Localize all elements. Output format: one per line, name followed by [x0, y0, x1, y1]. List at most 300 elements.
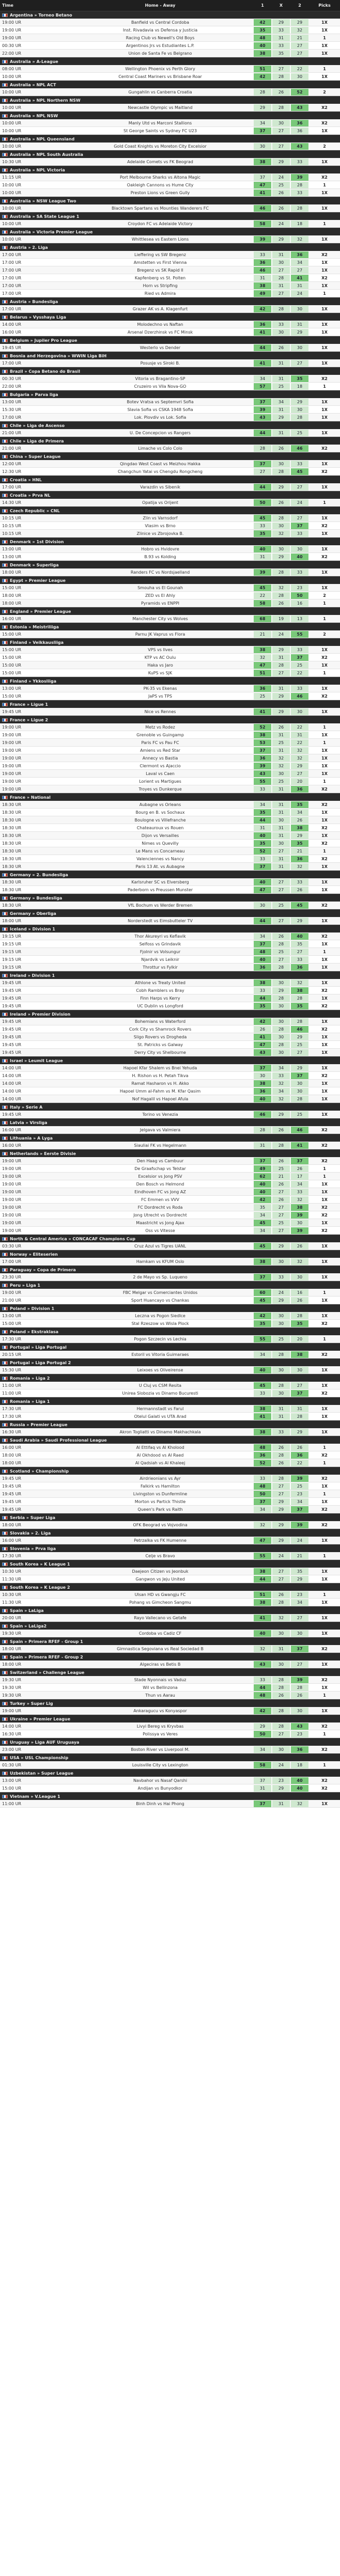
match-teams[interactable]: Finn Harps vs Kerry: [140, 995, 180, 1001]
match-teams[interactable]: Celje vs Bravo: [145, 1553, 175, 1558]
match-row[interactable]: [0, 282, 340, 290]
league-header[interactable]: [0, 197, 340, 204]
match-row[interactable]: [0, 1157, 340, 1165]
match-row[interactable]: [0, 1382, 340, 1389]
match-row[interactable]: [0, 468, 340, 476]
match-row[interactable]: [0, 840, 340, 847]
match-row[interactable]: [0, 1482, 340, 1490]
match-row[interactable]: [0, 1614, 340, 1622]
match-row[interactable]: [0, 1072, 340, 1080]
match-teams[interactable]: Jelgava vs Valmiera: [140, 1127, 181, 1132]
match-row[interactable]: [0, 127, 340, 135]
match-row[interactable]: [0, 414, 340, 421]
league-header[interactable]: [0, 57, 340, 65]
match-row[interactable]: [0, 933, 340, 940]
match-teams[interactable]: Dijon vs Versailles: [141, 833, 179, 838]
match-teams[interactable]: Louisville City vs Lexington: [132, 1762, 189, 1767]
match-teams[interactable]: FC Dordrecht vs Roda: [137, 1205, 183, 1210]
league-header[interactable]: [0, 700, 340, 708]
match-teams[interactable]: Ramat Hasharon vs H. Akko: [131, 1081, 189, 1086]
match-row[interactable]: [0, 290, 340, 297]
match-teams[interactable]: KTP vs AC Oulu: [144, 655, 176, 660]
match-row[interactable]: [0, 26, 340, 34]
match-teams[interactable]: Al Okhdood vs Al Raed: [136, 1452, 184, 1458]
match-teams[interactable]: Whittlesea vs Eastern Lions: [131, 236, 189, 242]
match-teams[interactable]: Hermannstadt vs Farul: [136, 1406, 184, 1411]
match-teams[interactable]: Thor Akureyri vs Keflavik: [134, 934, 186, 939]
league-header[interactable]: [0, 96, 340, 104]
match-row[interactable]: [0, 1002, 340, 1010]
match-teams[interactable]: Sligo Rovers vs Drogheda: [133, 1034, 187, 1039]
match-row[interactable]: [0, 824, 340, 832]
match-teams[interactable]: Stade Nyonnais vs Vaduz: [134, 1677, 187, 1682]
match-row[interactable]: [0, 1746, 340, 1753]
match-row[interactable]: [0, 375, 340, 383]
match-row[interactable]: [0, 1389, 340, 1397]
match-teams[interactable]: Haka vs Jaro: [147, 662, 173, 668]
match-teams[interactable]: Posusje vs Siroki B.: [140, 360, 180, 366]
match-row[interactable]: [0, 1297, 340, 1304]
league-header[interactable]: [0, 150, 340, 158]
match-row[interactable]: [0, 1645, 340, 1653]
match-teams[interactable]: Blacktown Spartans vs Mounties Wanderers FC: [112, 206, 209, 211]
match-teams[interactable]: Annecy vs Bastia: [142, 755, 178, 761]
match-row[interactable]: [0, 1676, 340, 1684]
match-teams[interactable]: Norderstedt vs Eimsbutteler TV: [128, 918, 193, 923]
match-teams[interactable]: Algeciras vs Betis B: [140, 1662, 181, 1667]
match-teams[interactable]: Athlone vs Treaty United: [135, 980, 186, 985]
match-teams[interactable]: Maastricht vs Jong Ajax: [136, 1220, 184, 1225]
match-row[interactable]: [0, 181, 340, 189]
match-row[interactable]: [0, 359, 340, 367]
match-row[interactable]: [0, 708, 340, 716]
match-teams[interactable]: Racing Club vs Newell's Old Boys: [126, 35, 195, 40]
league-header[interactable]: [0, 1544, 340, 1552]
match-teams[interactable]: Nice vs Rennes: [144, 709, 176, 714]
league-header[interactable]: [0, 1606, 340, 1614]
match-row[interactable]: [0, 832, 340, 840]
match-row[interactable]: [0, 615, 340, 623]
match-teams[interactable]: Hobro vs Hvidovre: [141, 546, 179, 551]
match-teams[interactable]: Al Qadsiah vs Al Khaleej: [135, 1460, 186, 1465]
league-header[interactable]: [0, 909, 340, 917]
league-header[interactable]: [0, 1436, 340, 1444]
match-row[interactable]: [0, 553, 340, 561]
match-row[interactable]: [0, 801, 340, 809]
match-row[interactable]: [0, 1289, 340, 1297]
match-row[interactable]: [0, 816, 340, 824]
match-row[interactable]: [0, 987, 340, 994]
match-teams[interactable]: Banfield vs Central Cordoba: [131, 20, 189, 25]
match-teams[interactable]: Akron Togliatti vs Dinamo Makhachkala: [119, 1429, 201, 1434]
match-row[interactable]: [0, 189, 340, 197]
league-header[interactable]: [0, 491, 340, 499]
match-row[interactable]: [0, 1568, 340, 1575]
match-teams[interactable]: Clermont vs Ajaccio: [140, 763, 181, 768]
match-teams[interactable]: Amstetten vs First Vienna: [133, 260, 187, 265]
match-row[interactable]: [0, 940, 340, 948]
match-teams[interactable]: Wellington Phoenix vs Perth Glory: [125, 66, 195, 71]
match-row[interactable]: [0, 259, 340, 266]
match-row[interactable]: [0, 723, 340, 731]
match-teams[interactable]: Jong Utrecht vs Dordrecht: [133, 1212, 187, 1218]
match-row[interactable]: [0, 1784, 340, 1792]
match-teams[interactable]: Valenciennes vs Nancy: [136, 856, 184, 861]
match-teams[interactable]: Sport Huancayo vs Chankas: [131, 1298, 190, 1303]
match-row[interactable]: [0, 1428, 340, 1436]
league-header[interactable]: [0, 476, 340, 483]
match-teams[interactable]: Nimes vs Quevilly: [142, 841, 179, 846]
match-teams[interactable]: Paderborn vs Preussen Munster: [127, 887, 193, 892]
match-row[interactable]: [0, 383, 340, 390]
match-teams[interactable]: Newcastle Olympic vs Maitland: [128, 105, 193, 110]
match-teams[interactable]: FC Emmen vs VVV: [141, 1197, 179, 1202]
match-teams[interactable]: Parnu JK Vaprus vs Flora: [135, 631, 186, 637]
league-header[interactable]: [0, 1668, 340, 1676]
match-row[interactable]: [0, 1444, 340, 1451]
match-row[interactable]: [0, 1335, 340, 1343]
match-row[interactable]: [0, 204, 340, 212]
match-teams[interactable]: Central Coast Mariners vs Brisbane Roar: [118, 74, 202, 79]
match-teams[interactable]: Zlin vs Varnsdorf: [143, 515, 178, 520]
match-row[interactable]: [0, 847, 340, 855]
match-teams[interactable]: Molodechno vs Naftan: [137, 322, 183, 327]
match-row[interactable]: [0, 809, 340, 816]
league-header[interactable]: [0, 1118, 340, 1126]
match-teams[interactable]: Al Ettifaq vs Al Kholood: [136, 1445, 184, 1450]
match-row[interactable]: [0, 42, 340, 50]
match-row[interactable]: [0, 1684, 340, 1692]
league-header[interactable]: [0, 894, 340, 902]
match-teams[interactable]: Ried vs Admira: [144, 291, 176, 296]
match-teams[interactable]: Union de Santa Fe vs Belgrano: [128, 51, 192, 56]
match-teams[interactable]: Bregenz vs SK Rapid II: [137, 267, 183, 273]
league-header[interactable]: [0, 1281, 340, 1289]
match-teams[interactable]: Argentinos Jrs vs Estudiantes L.P.: [126, 43, 195, 48]
league-header[interactable]: [0, 716, 340, 723]
match-teams[interactable]: Troyes vs Dunkerque: [138, 786, 182, 792]
match-row[interactable]: [0, 1211, 340, 1219]
match-teams[interactable]: Arsenal Dzerzhinsk vs FC Minsk: [127, 329, 193, 335]
match-row[interactable]: [0, 654, 340, 661]
match-teams[interactable]: Manly Utd vs Marconi Stallions: [128, 120, 192, 125]
match-row[interactable]: [0, 1273, 340, 1281]
match-teams[interactable]: Pyramids vs ENPPI: [141, 600, 180, 606]
match-teams[interactable]: KuPS vs SJK: [148, 670, 173, 675]
match-row[interactable]: [0, 173, 340, 181]
match-row[interactable]: [0, 1475, 340, 1482]
match-teams[interactable]: Slavia Sofia vs CSKA 1948 Sofia: [127, 407, 193, 412]
match-row[interactable]: [0, 514, 340, 522]
match-row[interactable]: [0, 530, 340, 538]
match-row[interactable]: [0, 429, 340, 437]
match-teams[interactable]: Estoril vs Vitoria Guimaraes: [131, 1352, 189, 1357]
league-header[interactable]: [0, 367, 340, 375]
match-teams[interactable]: Rayo Vallecano vs Getafe: [134, 1615, 187, 1620]
league-header[interactable]: [0, 1513, 340, 1521]
match-teams[interactable]: Siauliai FK vs Hegelmann: [134, 1143, 187, 1148]
match-teams[interactable]: H. Rishon vs H. Petah Tikva: [132, 1073, 189, 1078]
match-teams[interactable]: Smouha vs El Gounah: [137, 585, 183, 590]
match-teams[interactable]: Hapoel Umm al-Fahm vs M. Kfar Qasim: [119, 1088, 201, 1094]
match-teams[interactable]: Ankaragucu vs Konyaspor: [133, 1708, 187, 1713]
match-row[interactable]: [0, 73, 340, 81]
match-teams[interactable]: Oss vs Vitesse: [145, 1228, 175, 1233]
match-teams[interactable]: Changchun Yatai vs Chengdu Rongcheng: [118, 469, 203, 474]
match-teams[interactable]: Metz vs Rodez: [145, 724, 175, 730]
match-row[interactable]: [0, 979, 340, 987]
match-teams[interactable]: Eindhoven FC vs Jong AZ: [134, 1189, 186, 1194]
league-header[interactable]: [0, 1699, 340, 1707]
match-row[interactable]: [0, 1366, 340, 1374]
match-row[interactable]: [0, 1459, 340, 1467]
league-header[interactable]: [0, 352, 340, 359]
league-header[interactable]: [0, 390, 340, 398]
league-header[interactable]: [0, 971, 340, 979]
match-teams[interactable]: Cordoba vs Cadiz CF: [138, 1631, 182, 1636]
match-row[interactable]: [0, 692, 340, 700]
match-row[interactable]: [0, 499, 340, 507]
match-teams[interactable]: Derry City vs Shelbourne: [134, 1050, 186, 1055]
match-row[interactable]: [0, 445, 340, 452]
match-row[interactable]: [0, 1413, 340, 1420]
league-header[interactable]: [0, 243, 340, 251]
match-teams[interactable]: St. Patricks vs Galway: [137, 1042, 183, 1047]
match-teams[interactable]: Grazer AK vs A. Klagenfurt: [132, 306, 188, 311]
league-header[interactable]: [0, 607, 340, 615]
match-teams[interactable]: Queen's Park vs Raith: [137, 1507, 183, 1512]
league-header[interactable]: [0, 638, 340, 646]
match-teams[interactable]: Daejeon Citizen vs Jeonbuk: [132, 1569, 189, 1574]
match-teams[interactable]: Port Melbourne Sharks vs Altona Magic: [119, 175, 201, 180]
match-teams[interactable]: Nof Hagalil vs Hapoel Afula: [132, 1096, 189, 1101]
match-row[interactable]: [0, 1707, 340, 1715]
match-row[interactable]: [0, 305, 340, 313]
match-teams[interactable]: Botev Vratsa vs Septemvri Sofia: [127, 399, 194, 404]
match-teams[interactable]: Manchester City vs Wolves: [132, 616, 188, 621]
match-row[interactable]: [0, 266, 340, 274]
match-row[interactable]: [0, 88, 340, 96]
match-teams[interactable]: Chateauroux vs Rouen: [136, 825, 184, 830]
match-row[interactable]: [0, 119, 340, 127]
match-row[interactable]: [0, 1142, 340, 1149]
match-teams[interactable]: Excelsior vs Jong PSV: [138, 1174, 182, 1179]
match-row[interactable]: [0, 34, 340, 42]
match-teams[interactable]: St George Saints vs Sydney FC U23: [123, 128, 197, 133]
match-row[interactable]: [0, 1599, 340, 1606]
match-row[interactable]: [0, 1552, 340, 1560]
match-teams[interactable]: Horn vs Stripfing: [143, 283, 178, 288]
match-row[interactable]: [0, 685, 340, 692]
match-teams[interactable]: De Graafschap vs Telstar: [134, 1166, 186, 1171]
match-teams[interactable]: Pogon Szczecin vs Lechia: [134, 1336, 187, 1341]
match-row[interactable]: [0, 143, 340, 150]
match-teams[interactable]: Westerlo vs Dender: [140, 345, 181, 350]
match-teams[interactable]: Vlasim vs Brno: [145, 523, 176, 528]
match-teams[interactable]: Cruz Azul vs Tigres UANL: [134, 1243, 187, 1249]
match-row[interactable]: [0, 646, 340, 654]
match-row[interactable]: [0, 855, 340, 863]
match-row[interactable]: [0, 994, 340, 1002]
match-row[interactable]: [0, 1041, 340, 1049]
league-header[interactable]: [0, 1560, 340, 1568]
match-teams[interactable]: Opatija vs Orijent: [142, 500, 178, 505]
match-row[interactable]: [0, 1800, 340, 1808]
match-teams[interactable]: Unirea Slobozia vs Dinamo Bucuresti: [122, 1390, 198, 1396]
match-teams[interactable]: Cobh Ramblers vs Bray: [136, 988, 184, 993]
league-header[interactable]: [0, 576, 340, 584]
league-header[interactable]: [0, 1056, 340, 1064]
match-teams[interactable]: Livingston vs Dunfermline: [133, 1491, 188, 1496]
match-row[interactable]: [0, 1351, 340, 1358]
match-teams[interactable]: Den Haag vs Cambuur: [136, 1158, 184, 1163]
match-row[interactable]: [0, 1405, 340, 1413]
match-row[interactable]: [0, 778, 340, 785]
match-teams[interactable]: Otelul Galati vs UTA Arad: [134, 1414, 187, 1419]
match-teams[interactable]: Boulogne vs Villefranche: [134, 817, 186, 823]
match-teams[interactable]: Lok. Plovdiv vs Lok. Sofia: [134, 415, 187, 420]
match-row[interactable]: [0, 406, 340, 414]
match-row[interactable]: [0, 592, 340, 599]
league-header[interactable]: [0, 313, 340, 321]
match-row[interactable]: [0, 235, 340, 243]
match-row[interactable]: [0, 1126, 340, 1134]
match-teams[interactable]: JaPS vs TPS: [148, 693, 172, 699]
match-row[interactable]: [0, 902, 340, 909]
match-row[interactable]: [0, 584, 340, 592]
match-row[interactable]: [0, 630, 340, 638]
league-header[interactable]: [0, 1358, 340, 1366]
match-row[interactable]: [0, 460, 340, 468]
league-header[interactable]: [0, 1467, 340, 1475]
match-teams[interactable]: Hamkam vs KFUM Oslo: [136, 1259, 184, 1264]
match-teams[interactable]: Airdrieonians vs Ayr: [140, 1476, 181, 1481]
match-teams[interactable]: Lorient vs Martigues: [139, 779, 181, 784]
match-teams[interactable]: PK-35 vs Ekenas: [143, 686, 177, 691]
league-header[interactable]: [0, 1103, 340, 1111]
league-header[interactable]: [0, 1266, 340, 1273]
league-header[interactable]: [0, 81, 340, 88]
match-teams[interactable]: Paris FC vs Pau FC: [141, 740, 179, 745]
match-teams[interactable]: Selfoss vs Grindavik: [139, 941, 181, 946]
match-row[interactable]: [0, 1722, 340, 1730]
match-row[interactable]: [0, 274, 340, 282]
match-teams[interactable]: Navbahor vs Nasaf Qarshi: [133, 1778, 188, 1783]
league-header[interactable]: [0, 1622, 340, 1630]
match-row[interactable]: [0, 344, 340, 352]
match-row[interactable]: [0, 1761, 340, 1769]
league-header[interactable]: [0, 1235, 340, 1242]
match-row[interactable]: [0, 1258, 340, 1266]
match-row[interactable]: [0, 948, 340, 956]
league-header[interactable]: [0, 871, 340, 878]
match-row[interactable]: [0, 1095, 340, 1103]
match-teams[interactable]: B.93 vs Kolding: [144, 554, 176, 559]
match-teams[interactable]: OFK Beograd vs Vojvodina: [133, 1522, 188, 1527]
match-row[interactable]: [0, 1661, 340, 1668]
match-row[interactable]: [0, 1490, 340, 1498]
match-teams[interactable]: Den Bosch vs Helmond: [136, 1181, 184, 1187]
league-header[interactable]: [0, 1374, 340, 1382]
match-teams[interactable]: Cruzeiro vs Vila Nova-GO: [134, 384, 187, 389]
league-header[interactable]: [0, 1343, 340, 1351]
match-teams[interactable]: Paris 13 At. vs Aubagne: [135, 864, 185, 869]
league-header[interactable]: [0, 135, 340, 143]
match-teams[interactable]: Amiens vs Red Star: [140, 748, 180, 753]
match-teams[interactable]: Throttur vs Fylkir: [143, 965, 178, 970]
league-header[interactable]: [0, 1792, 340, 1800]
match-row[interactable]: [0, 1018, 340, 1025]
match-teams[interactable]: FBC Melgar vs Comerciantes Unidos: [122, 1290, 198, 1295]
match-row[interactable]: [0, 669, 340, 677]
match-teams[interactable]: Kapfenberg vs St. Polten: [134, 275, 186, 280]
league-header[interactable]: [0, 1420, 340, 1428]
match-teams[interactable]: Stal Rzeszow vs Wisla Plock: [131, 1321, 189, 1326]
match-row[interactable]: [0, 863, 340, 871]
league-header[interactable]: [0, 112, 340, 119]
league-header[interactable]: [0, 507, 340, 514]
league-header[interactable]: [0, 1397, 340, 1405]
match-row[interactable]: [0, 770, 340, 778]
match-row[interactable]: [0, 1506, 340, 1513]
match-row[interactable]: [0, 104, 340, 112]
match-row[interactable]: [0, 1730, 340, 1738]
match-row[interactable]: [0, 19, 340, 26]
match-row[interactable]: [0, 1087, 340, 1095]
league-header[interactable]: [0, 1304, 340, 1312]
match-row[interactable]: [0, 1180, 340, 1188]
league-header[interactable]: [0, 11, 340, 19]
match-row[interactable]: [0, 1165, 340, 1173]
match-teams[interactable]: Cork City vs Shamrock Rovers: [129, 1026, 192, 1032]
match-row[interactable]: [0, 568, 340, 576]
match-teams[interactable]: Karlsruher SC vs Elversberg: [131, 879, 189, 884]
match-row[interactable]: [0, 1049, 340, 1056]
league-header[interactable]: [0, 1134, 340, 1142]
match-teams[interactable]: Le Mans vs Concarneau: [135, 848, 185, 854]
match-teams[interactable]: ZED vs El Ahly: [145, 593, 175, 598]
match-row[interactable]: [0, 754, 340, 762]
match-teams[interactable]: Binh Dinh vs Hai Phong: [136, 1801, 184, 1806]
league-header[interactable]: [0, 212, 340, 220]
league-header[interactable]: [0, 561, 340, 568]
league-header[interactable]: [0, 421, 340, 429]
match-row[interactable]: [0, 599, 340, 607]
match-teams[interactable]: Lieffering vs SW Bregenz: [134, 252, 186, 257]
match-teams[interactable]: U. De Concepcion vs Rangers: [130, 430, 191, 435]
match-teams[interactable]: UC Dublin vs Longford: [137, 1003, 183, 1008]
league-header[interactable]: [0, 1715, 340, 1722]
match-row[interactable]: [0, 1630, 340, 1637]
match-row[interactable]: [0, 398, 340, 406]
match-teams[interactable]: Preston Lions vs Green Gully: [130, 190, 190, 195]
match-teams[interactable]: Inst. Rivadavia vs Defensa y Justicia: [122, 27, 198, 33]
league-header[interactable]: [0, 1149, 340, 1157]
match-teams[interactable]: Laval vs Caen: [146, 771, 175, 776]
match-row[interactable]: [0, 762, 340, 770]
match-row[interactable]: [0, 522, 340, 530]
match-teams[interactable]: Gold Coast Knights vs Moreton City Excelsior: [114, 144, 207, 149]
league-header[interactable]: [0, 452, 340, 460]
match-row[interactable]: [0, 1064, 340, 1072]
match-row[interactable]: [0, 1575, 340, 1583]
match-row[interactable]: [0, 917, 340, 925]
match-teams[interactable]: VPS vs Ilves: [148, 647, 173, 652]
match-teams[interactable]: VfL Bochum vs Werder Bremen: [128, 903, 193, 908]
match-teams[interactable]: Falkirk vs Hamilton: [140, 1483, 180, 1489]
match-row[interactable]: [0, 1591, 340, 1599]
match-teams[interactable]: Morton vs Partick Thistle: [134, 1499, 186, 1504]
